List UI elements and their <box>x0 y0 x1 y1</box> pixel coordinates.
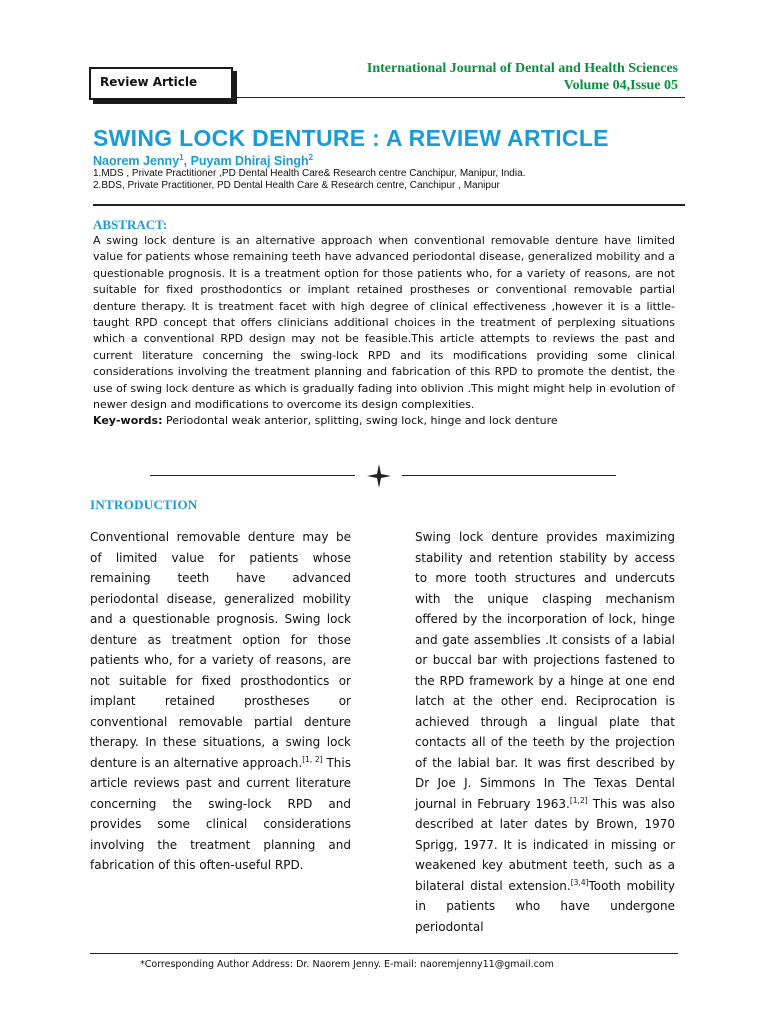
article-title: SWING LOCK DENTURE : A REVIEW ARTICLE <box>93 125 609 151</box>
journal-name: International Journal of Dental and Health Sciences <box>366 61 678 76</box>
journal-header <box>367 60 678 94</box>
intro-column-left <box>90 527 351 876</box>
article-type-label: Review Article <box>100 75 198 89</box>
volume-issue: Volume 04,Issue 05 <box>563 78 678 93</box>
authors-line <box>93 153 313 168</box>
intro-right-paragraph-2: This was also described at later dates by Brown, 1970 Sprigg, 1977. It is indicated in missing or weakened key abutment teeth, such as a bilateral distal extension. <box>415 796 675 893</box>
header-divider <box>231 97 685 98</box>
abstract-heading: ABSTRACT: <box>93 217 168 232</box>
author-1: Naorem Jenny <box>93 154 180 169</box>
author-separator: , <box>183 154 191 169</box>
corresponding-author-note: *Corresponding Author Address: Dr. Naorem Jenny. E-mail: naoremjenny11@gmail.com <box>140 959 554 970</box>
author-2: Puyam Dhiraj Singh <box>190 154 309 169</box>
intro-right-paragraph-3: Tooth mobility in patients who have undergone periodontal <box>415 878 675 934</box>
affiliation-1: 1.MDS , Private Practitioner ,PD Dental Health Care& Research centre Canchipur, Manipur, India. <box>93 168 526 179</box>
footer-divider <box>90 953 678 954</box>
citation-ref: [1, 2] <box>302 754 323 764</box>
intro-left-paragraph-2: This article reviews past and current literature concerning the swing-lock RPD and provides some clinical considerations involving the treatment planning and fabrication of this often-useful RPD. <box>90 755 351 872</box>
author-1-affiliation-mark: 1 <box>179 153 184 162</box>
four-point-star-icon <box>367 464 391 488</box>
abstract-text: A swing lock denture is an alternative approach when conventional removable denture have limited value for patients whose remaining teeth have advanced periodontal disease, generalized mobility and a questionable prognosis. It is a treatment option for those patients who, for a variety of reasons, are not suitable for fixed prosthodontics or implant retained prostheses or conventional removable partial denture therapy. It is treatment facet with high degree of clinical effectiveness ,however it is a little-taught RPD concept that offers clinicians additional choices in the treatment of perplexing situations which a conventional RPD design may not be feasible.This article attempts to reviews the past and current literature concerning the swing-lock RPD and its modifications providing some clinical considerations involving the treatment planning and fabrication of this RPD to promote the dentist, the use of swing lock denture as which is gradually fading into oblivion .This might might help in evolution of newer design and modifications to overcome its design complexities. <box>93 234 675 412</box>
keywords-label: Key-words: <box>93 414 163 428</box>
keywords-text: Periodontal weak anterior, splitting, swing lock, hinge and lock denture <box>162 414 558 428</box>
intro-column-right <box>415 527 675 937</box>
abstract-body <box>93 233 675 430</box>
keywords-line <box>93 413 675 429</box>
affiliation-divider <box>93 204 685 206</box>
citation-ref: [3,4] <box>570 877 589 887</box>
citation-ref: [1,2] <box>569 795 588 805</box>
article-type-badge <box>89 67 233 100</box>
author-2-affiliation-mark: 2 <box>308 153 314 162</box>
introduction-heading: INTRODUCTION <box>90 497 198 512</box>
section-divider-left <box>150 475 355 476</box>
affiliation-2: 2.BDS, Private Practitioner, PD Dental Health Care & Research centre, Canchipur , Manipur <box>93 180 500 191</box>
section-divider-right <box>402 475 616 476</box>
intro-left-paragraph-1: Conventional removable denture may be of limited value for patients whose remaining teeth have advanced periodontal disease, generalized mobility and a questionable prognosis. Swing lock denture as treatment option for those patients who, for a variety of reasons, are not suitable for fixed prosthodontics or implant retained prostheses or conventional removable partial denture therapy. In these situations, a swing lock denture is an alternative approach. <box>90 530 351 770</box>
intro-right-paragraph-1: Swing lock denture provides maximizing stability and retention stability by access to more tooth structures and undercuts with the unique clasping mechanism offered by the incorporation of lock, hinge and gate assemblies .It consists of a labial or buccal bar with projections fastened to the RPD framework by a hinge at one end latch at the other end. Reciprocation is achieved through a lingual plate that contacts all of the teeth by the projection of the labial bar. It was first described by Dr Joe J. Simmons In The Texas Dental journal in February 1963. <box>415 530 675 811</box>
